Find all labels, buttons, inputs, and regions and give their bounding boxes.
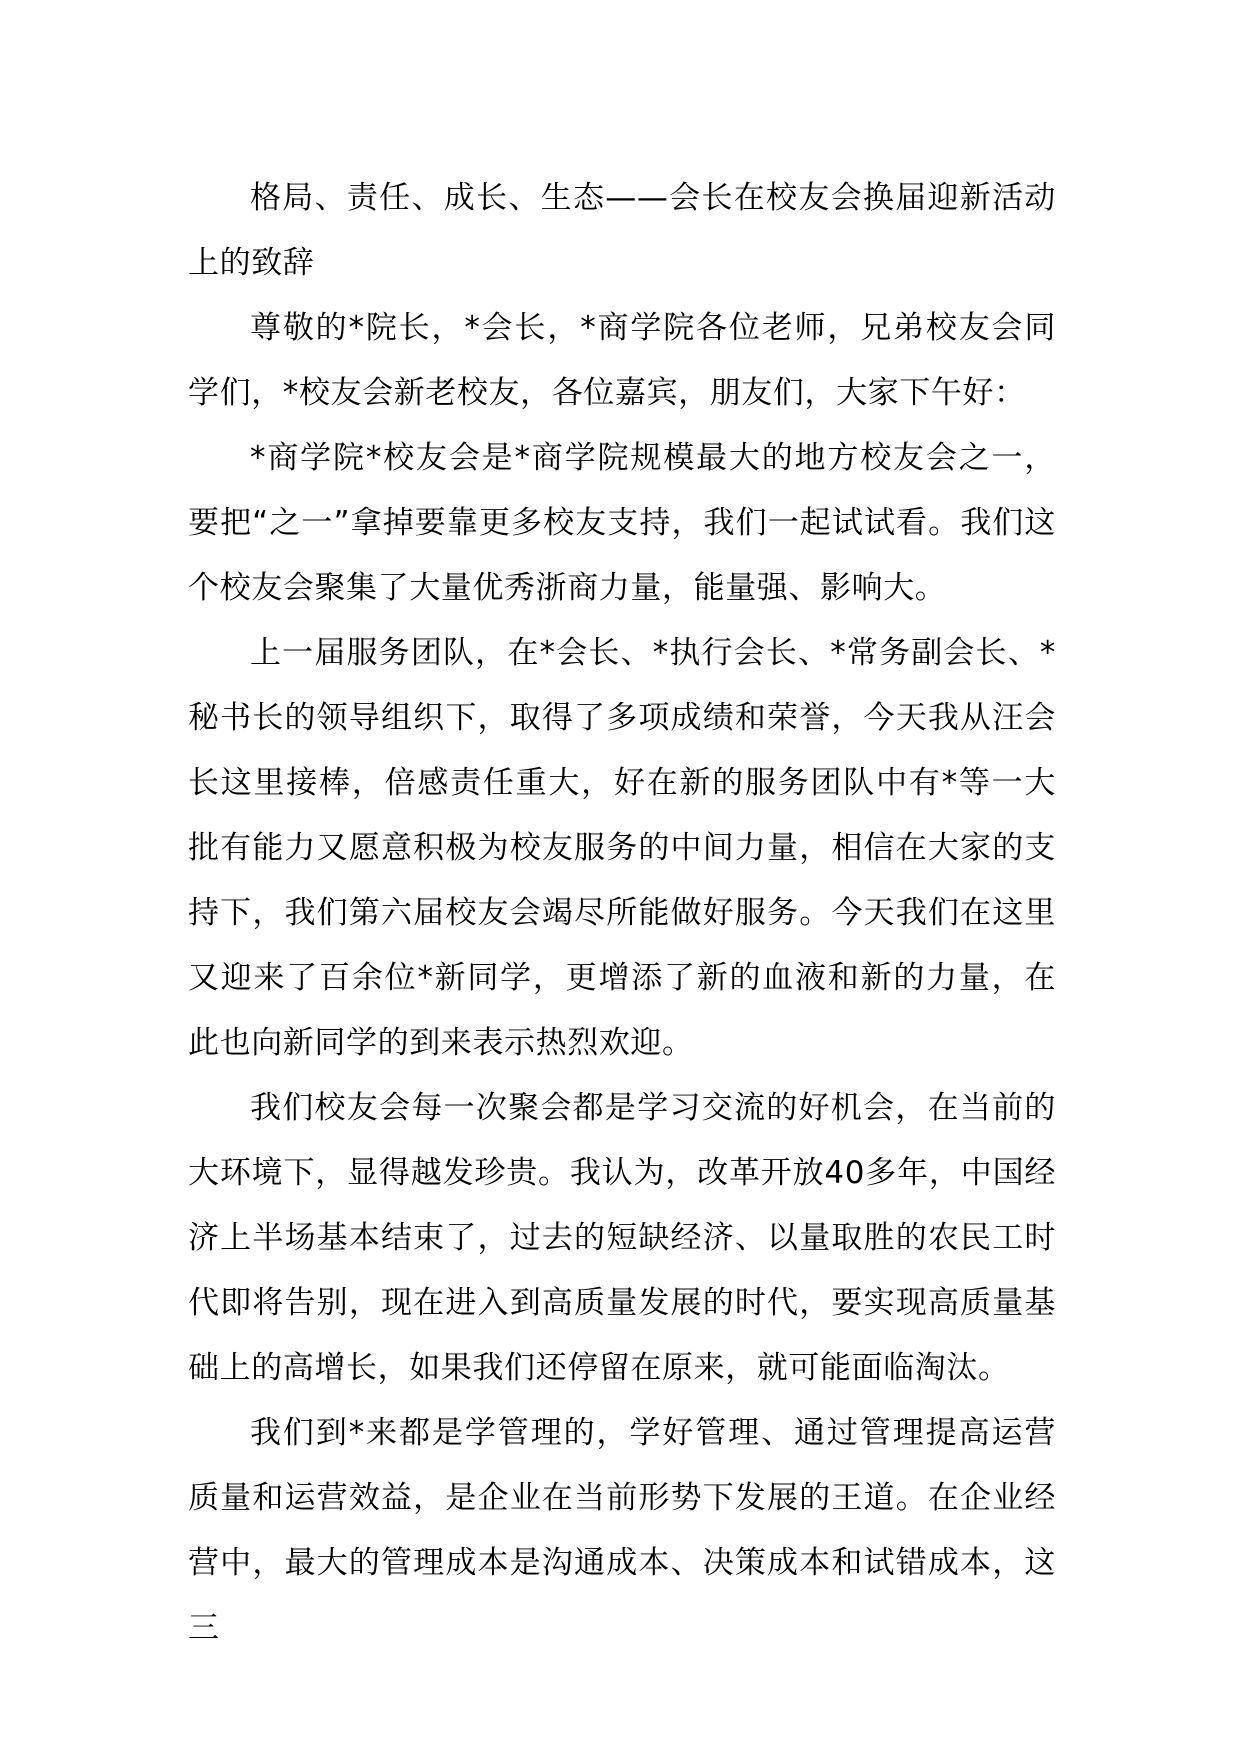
body-paragraph-1: *商学院*校友会是*商学院规模最大的地方校友会之一，要把“之一”拿掉要靠更多校友支持，我们一起试试看。我们这个校友会聚集了大量优秀浙商力量，能量强、影响大。 <box>188 440 1056 606</box>
document-page <box>188 166 1056 1661</box>
body-paragraph-4: 我们到*来都是学管理的，学好管理、通过管理提高运营质量和运营效益，是企业在当前形势下发展的王道。在企业经营中，最大的管理成本是沟通成本、决策成本和试错成本，这三 <box>188 1415 1056 1646</box>
salutation-paragraph: 尊敬的*院长，*会长，*商学院各位老师，兄弟校友会同学们，*校友会新老校友，各位嘉宾，朋友们，大家下午好： <box>188 310 1056 411</box>
body-paragraph-3: 我们校友会每一次聚会都是学习交流的好机会，在当前的大环境下，显得越发珍贵。我认为，改革开放40多年，中国经济上半场基本结束了，过去的短缺经济、以量取胜的农民工时代即将告别，现在进入到高质量发展的时代，要实现高质量基础上的高增长，如果我们还停留在原来，就可能面临淘汰。 <box>188 1090 1056 1386</box>
body-paragraph-2: 上一届服务团队，在*会长、*执行会长、*常务副会长、*秘书长的领导组织下，取得了多项成绩和荣誉，今天我从汪会长这里接棒，倍感责任重大，好在新的服务团队中有*等一大批有能力又愿意积极为校友服务的中间力量，相信在大家的支持下，我们第六届校友会竭尽所能做好服务。今天我们在这里又迎来了百余位*新同学，更增添了新的血液和新的力量，在此也向新同学的到来表示热烈欢迎。 <box>188 635 1056 1061</box>
speech-title: 格局、责任、成长、生态——会长在校友会换届迎新活动上的致辞 <box>188 180 1056 281</box>
